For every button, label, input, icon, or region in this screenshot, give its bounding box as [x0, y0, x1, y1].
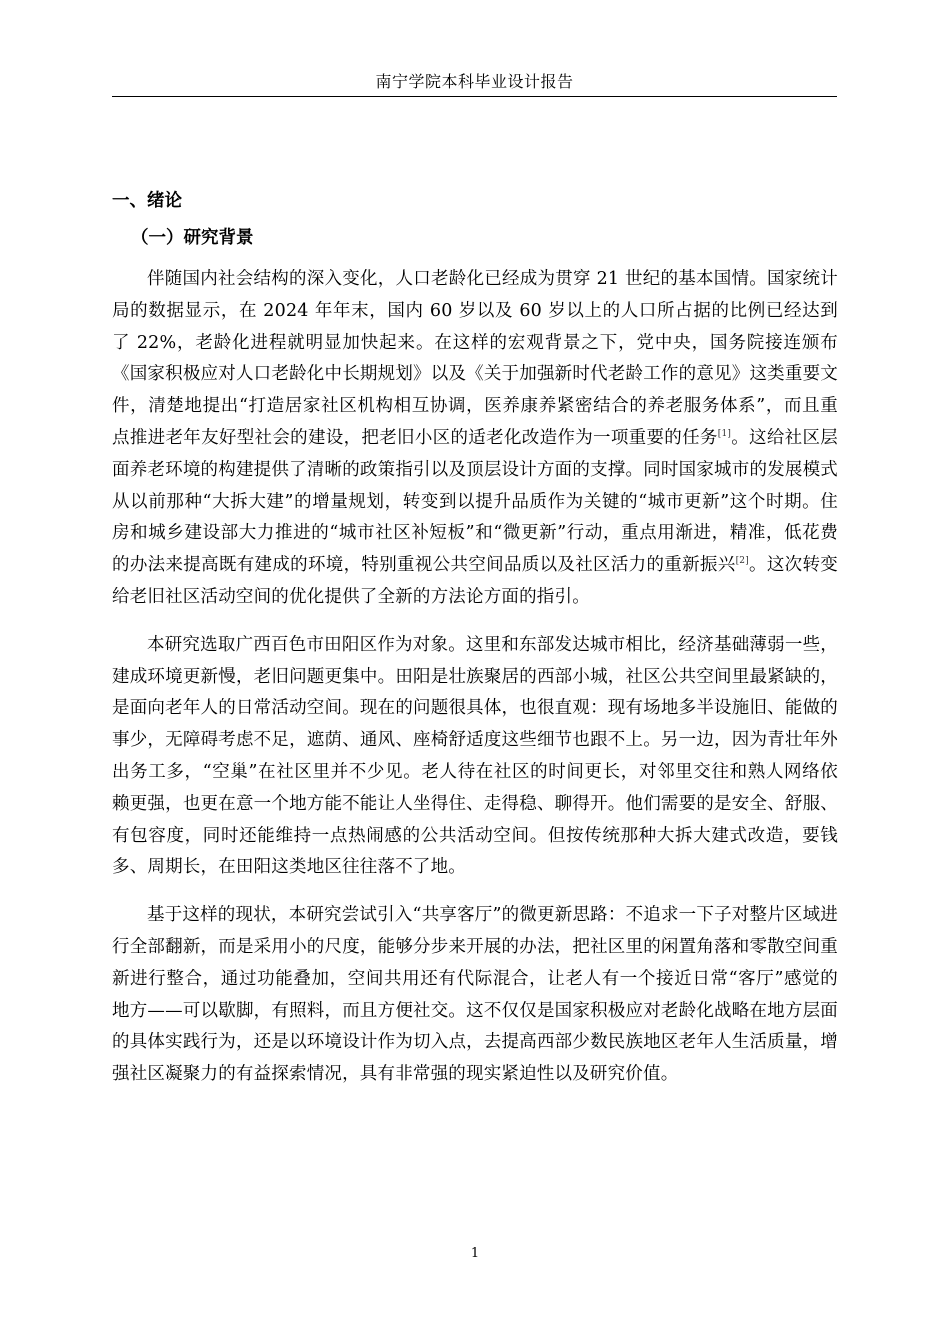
citation-1[interactable]: [1]: [717, 429, 732, 440]
citation-2[interactable]: [2]: [735, 556, 749, 567]
page-number: 1: [470, 1246, 480, 1261]
paragraph-3: 基于这样的现状，本研究尝试引入“共享客厅”的微更新思路：不追求一下子对整片区域进行全部翻新，而是采用小的尺度，能够分步来开展的办法，把社区里的闲置角落和零散空间重新进行整合，通过功能叠加，空间共用还有代际混合，让老人有一个接近日常“客厅”感觉的地方——可以歇脚，有照料，而且方便社交。这不仅仅是国家积极应对老龄化战略在地方层面的具体实践行为，还是以环境设计作为切入点，去提高西部少数民族地区老年人生活质量，增强社区凝聚力的有益探索情况，具有非常强的现实紧迫性以及研究价值。: [112, 905, 838, 1085]
section-heading: 一、绪论: [112, 191, 182, 211]
body-text: [112, 264, 838, 1107]
paragraph-1-part-3: 。这次转变给老旧社区活动空间的优化提供了全新的方法论方面的指引。: [112, 555, 839, 607]
paragraph-1-part-2: 。这给社区层面养老环境的构建提供了清晰的政策指引以及顶层设计方面的支撑。同时国家城市的发展模式从以前那种“大拆大建”的增量规划，转变到以提升品质作为关键的“城市更新”这个时期。住房和城乡建设部大力推进的“城市社区补短板”和“微更新”行动，重点用渐进，精准，低花费的办法来提高既有建成的环境，特别重视公共空间品质以及社区活力的重新振兴: [112, 427, 838, 576]
page-header-title: 南宁学院本科毕业设计报告: [375, 72, 574, 91]
paragraph-2: 本研究选取广西百色市田阳区作为对象。这里和东部发达城市相比，经济基础薄弱一些，建成环境更新慢，老旧问题更集中。田阳是壮族聚居的西部小城，社区公共空间里最紧缺的，是面向老年人的日常活动空间。现在的问题很具体，也很直观：现有场地多半设施旧、能做的事少，无障碍考虑不足，遮荫、通风、座椅舒适度这些细节也跟不上。另一边，因为青壮年外出务工多，“空巢”在社区里并不少见。老人待在社区的时间更长，对邻里交往和熟人网络依赖更强，也更在意一个地方能不能让人坐得住、走得稳、聊得开。他们需要的是安全、舒服、有包容度，同时还能维持一点热闹感的公共活动空间。但按传统那种大拆大建式改造，要钱多、周期长，在田阳这类地区往往落不了地。: [112, 634, 838, 878]
page-header: [112, 70, 837, 97]
subsection-heading: （一）研究背景: [131, 228, 254, 248]
paragraph-1: [112, 264, 838, 614]
paragraph-1-part-1: 伴随国内社会结构的深入变化，人口老龄化已经成为贯穿 21 世纪的基本国情。国家统计局的数据显示，在 2024 年年末，国内 60 岁以及 60 岁以上的人口所占据的比例已经达到了 22%，老龄化进程就明显加快起来。在这样的宏观背景之下，党中央，国务院接连颁布《国家积极应对人口老龄化中长期规划》以及《关于加强新时代老龄工作的意见》这类重要文件，清楚地提出“打造居家社区机构相互协调，医养康养紧密结合的养老服务体系”，而且重点推进老年友好型社会的建设，把老旧小区的适老化改造作为一项重要的任务: [112, 269, 838, 448]
